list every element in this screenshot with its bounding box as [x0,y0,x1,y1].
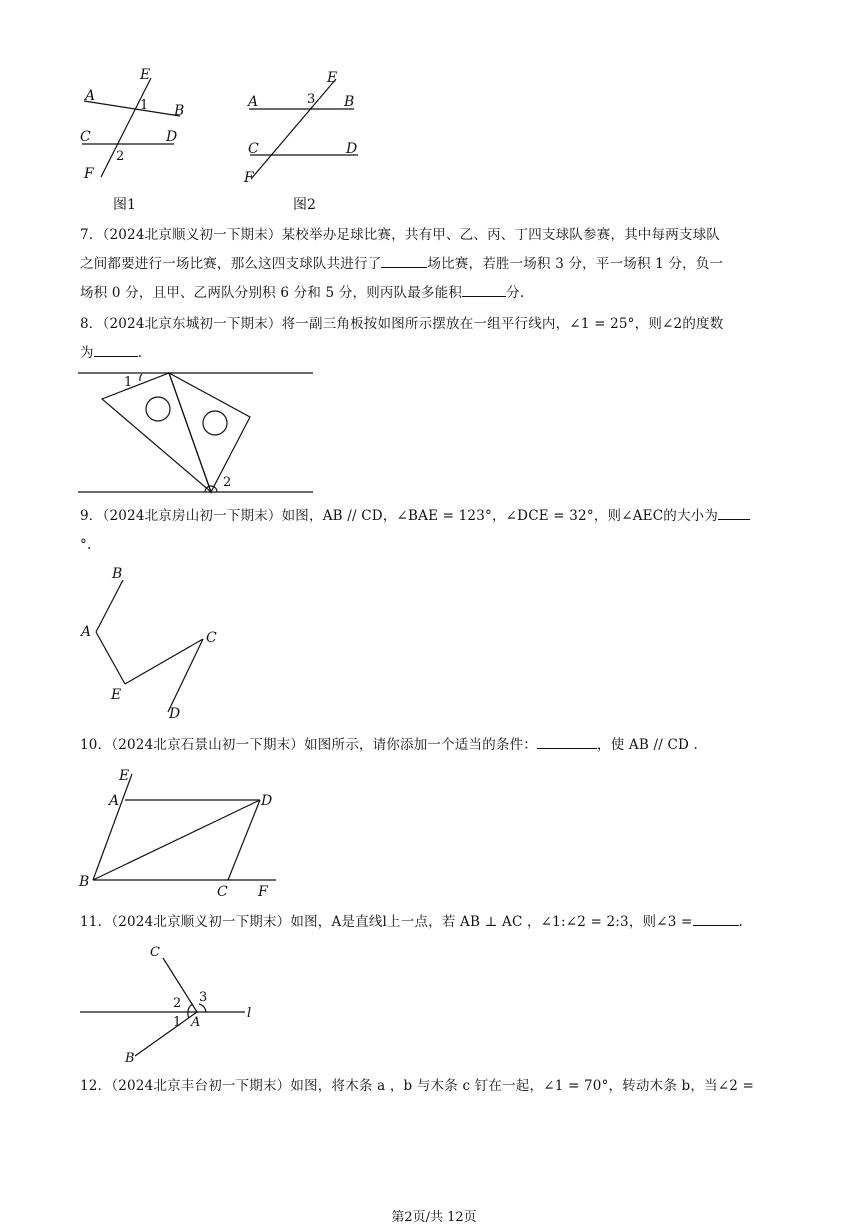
q7-source: （2024北京顺义初一下期末） [102,227,282,243]
q8-text-line2a: 为 [80,345,94,361]
q11-number: 11． [80,914,112,930]
q12-source: （2024北京丰台初一下期末） [111,1078,291,1094]
question-7 [80,221,800,308]
q9-label-d: D [169,706,181,722]
q11-angle-3: 3 [199,990,208,1005]
q10-label-e: E [119,768,130,784]
fig2-caption: 图2 [293,197,316,213]
q8-figure [70,365,330,500]
q11-text-line1a: 如图，A是直线l上一点，若 AB ⊥ AC ，∠1:∠2 = 2:3，则∠3 = [290,914,693,930]
q11-label-a: A [191,1015,201,1030]
q10-text-line1a: 如图所示，请你添加一个适当的条件： [304,737,537,753]
q10-label-a: A [109,793,120,809]
q9-source: （2024北京房山初一下期末） [102,508,282,524]
question-8 [80,310,800,368]
q9-text-line2: °. [80,537,92,553]
q12-text-line1: 如图，将木条 a ，b 与木条 c 钉在一起，∠1 = 70°，转动木条 b，当∠2 = [290,1078,755,1094]
fig1-label-e: E [140,67,151,83]
q11-angle-1: 1 [173,1015,182,1030]
q10-figure [75,764,285,899]
q9-label-e: E [111,687,122,703]
fig1-label-d: D [166,129,178,145]
question-11 [80,908,800,937]
q9-text-line1: 如图，AB // CD，∠BAE = 123°，∠DCE = 32°，则∠AEC的大小为 [281,508,719,524]
figure-1-2 [70,62,380,197]
q8-text-line2b: . [137,345,143,361]
fig2-label-b: B [344,94,355,110]
fig2-label-e: E [327,70,338,86]
q9-label-c: C [206,630,217,646]
q8-angle-1: 1 [124,375,133,390]
q9-figure [75,560,235,725]
q10-number: 10． [80,737,112,753]
q10-label-c: C [217,884,228,899]
q11-label-c: C [150,945,160,960]
fig1-label-f: F [84,166,94,182]
q9-number: 9． [80,508,103,524]
q7-text-line3a: 场积 0 分，且甲、乙两队分别积 6 分和 5 分，则丙队最多能积 [80,285,463,301]
question-10 [80,731,800,760]
q7-answer-blank-2[interactable] [462,282,506,297]
question-9 [80,502,800,560]
q9-label-b: B [112,566,123,582]
fig1-angle-1: 1 [140,98,149,113]
q10-text-line1b: ，使 AB // CD . [597,737,698,753]
fig1-label-a: A [85,88,96,104]
q11-answer-blank[interactable] [693,911,739,926]
fig1-angle-2: 2 [116,149,125,164]
fig2-angle-3: 3 [307,92,316,107]
q7-text-line1: 某校举办足球比赛，共有甲、乙、丙、丁四支球队参赛，其中每两支球队 [281,227,721,243]
q8-answer-blank[interactable] [94,342,138,357]
q12-number: 12． [80,1078,112,1094]
q11-source: （2024北京顺义初一下期末） [111,914,291,930]
figure-2 [249,79,358,179]
q7-number: 7． [80,227,103,243]
q11-text-line1b: . [738,914,744,930]
q10-label-b: B [79,874,90,890]
figure-1 [82,78,180,177]
q8-source: （2024北京东城初一下期末） [102,316,282,332]
q7-text-line3b: 分. [506,285,525,301]
fig2-label-c: C [248,141,259,157]
q8-text-line1: 将一副三角板按如图所示摆放在一组平行线内，∠1 = 25°，则∠2的度数 [281,316,724,332]
fig2-label-a: A [248,94,259,110]
fig2-label-f: F [244,170,254,186]
fig1-caption: 图1 [113,197,136,213]
q8-number: 8． [80,316,103,332]
q11-label-l: l [247,1006,252,1021]
q8-angle-2: 2 [223,475,232,490]
q11-label-b: B [125,1051,135,1066]
q11-figure [75,940,275,1070]
q7-text-line2b: 场比赛，若胜一场积 3 分，平一场积 1 分，负一 [427,256,724,272]
q7-answer-blank-1[interactable] [381,253,427,268]
q10-label-d: D [261,793,273,809]
q10-source: （2024北京石景山初一下期末） [111,737,305,753]
q7-text-line2a: 之间都要进行一场比赛，那么这四支球队共进行了 [80,256,382,272]
q9-answer-blank[interactable] [718,505,750,520]
question-12 [80,1072,800,1101]
q9-label-a: A [81,624,92,640]
q10-label-f: F [258,884,268,899]
page-footer: 第2页/共 12页 [391,1210,477,1225]
fig2-label-d: D [346,141,358,157]
fig1-label-c: C [80,129,91,145]
q11-angle-2: 2 [173,996,182,1011]
fig1-label-b: B [174,103,185,119]
q10-answer-blank[interactable] [537,734,597,749]
